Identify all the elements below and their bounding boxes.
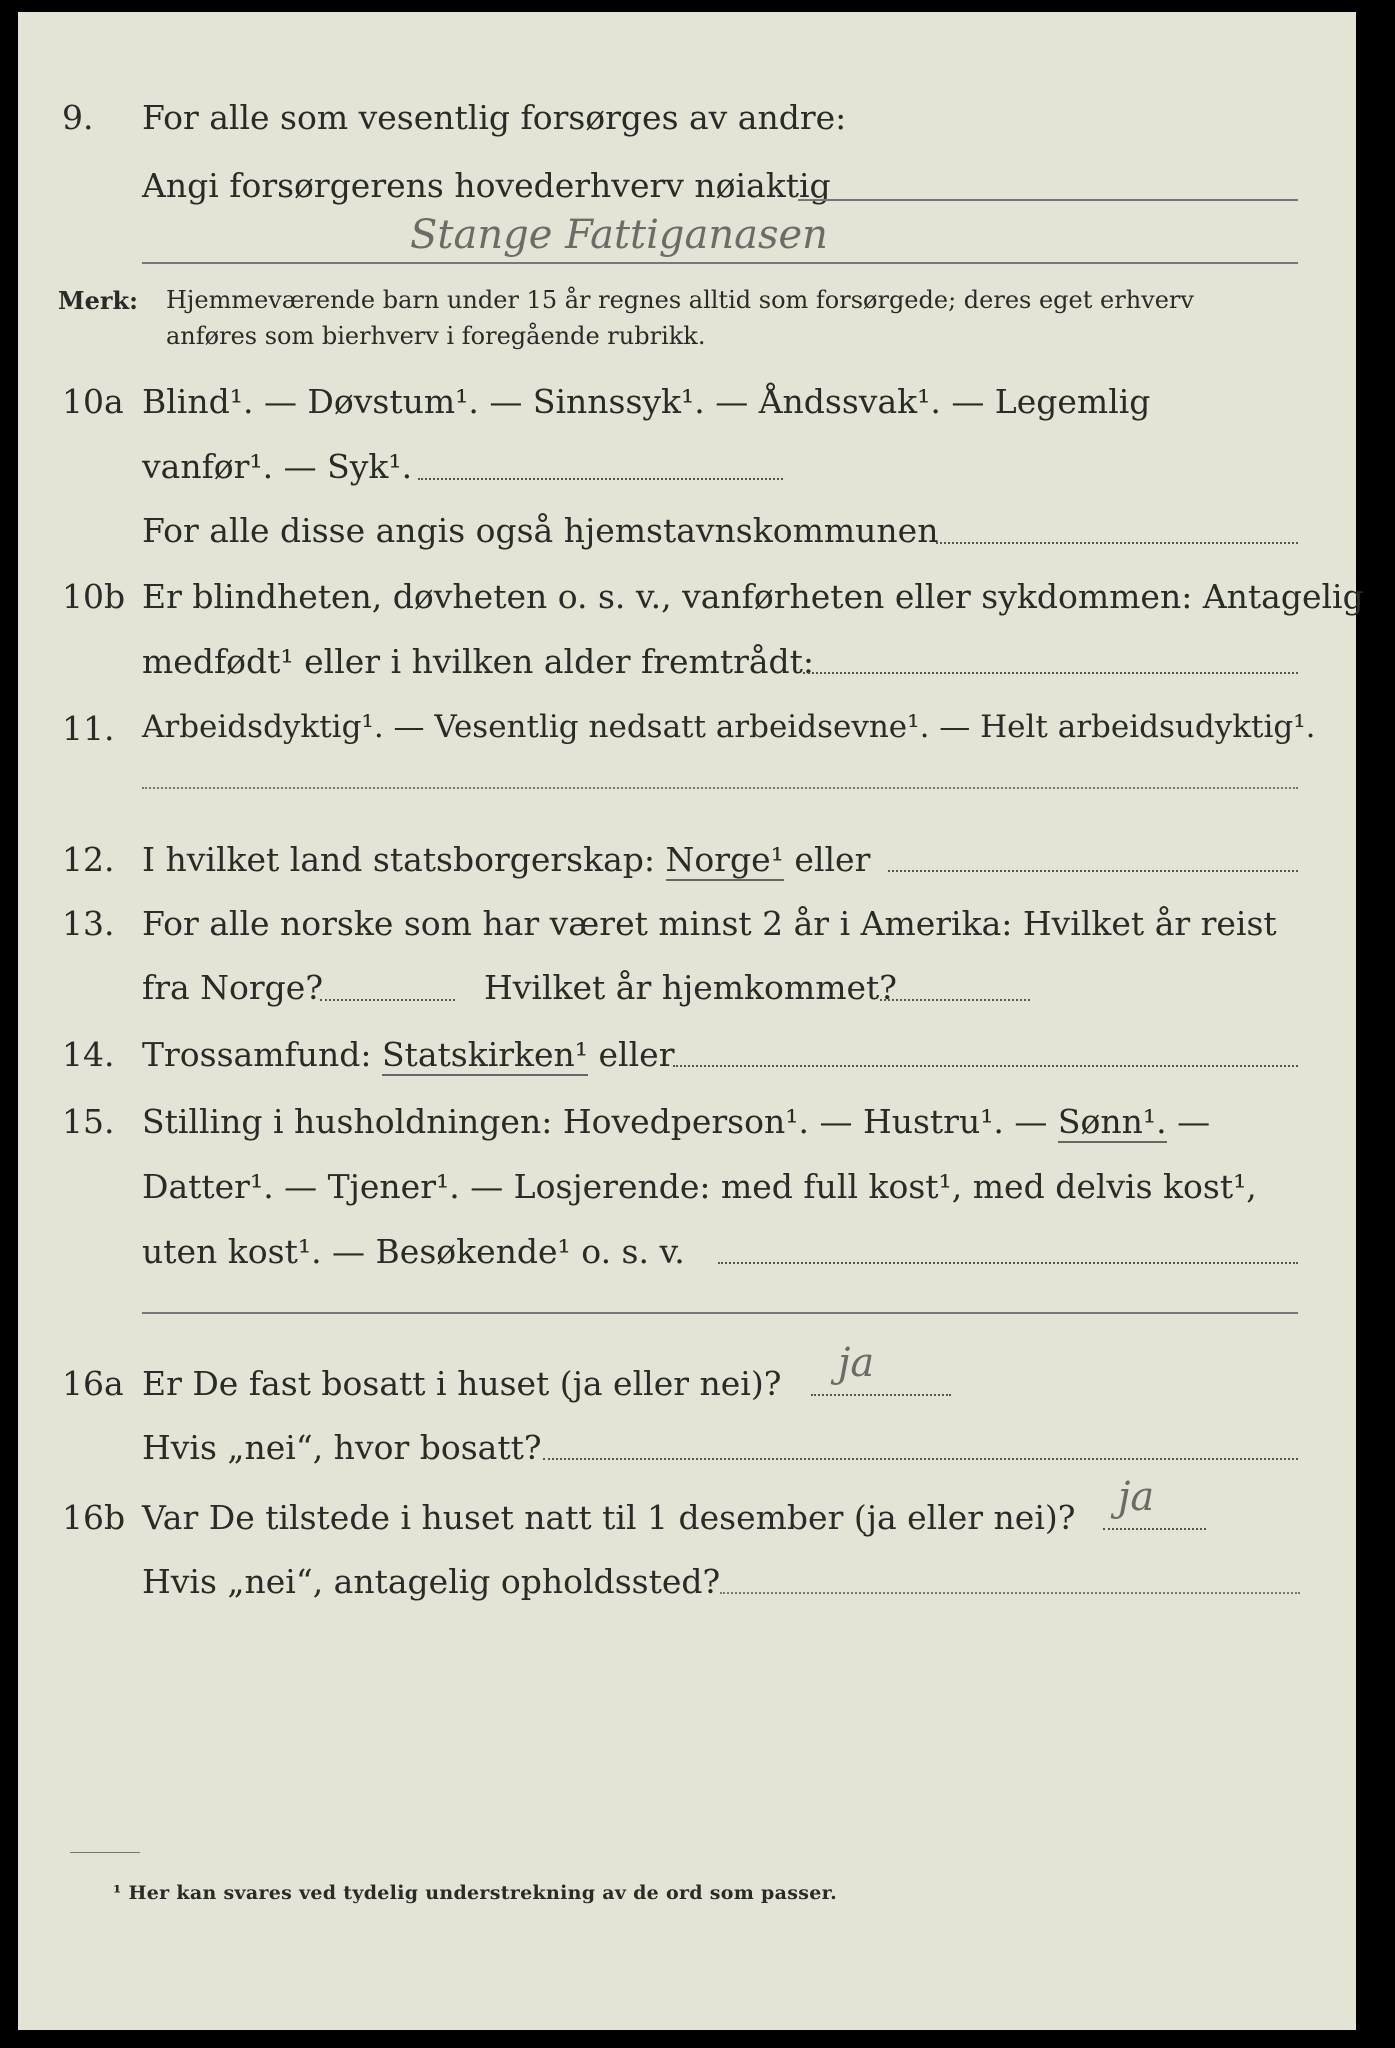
q10a-line2: vanfør¹. — Syk¹.	[142, 447, 413, 486]
q15-number: 15.	[62, 1102, 115, 1141]
q16b-opholdssted-line	[720, 1592, 1300, 1594]
q9-answer-line2	[142, 262, 1298, 264]
q10b-line2: medfødt¹ eller i hvilken alder fremtrådt:	[142, 642, 815, 681]
q15-line1	[142, 1102, 1210, 1141]
q9-answer-line	[798, 199, 1298, 201]
q15-line1-prefix: Stilling i husholdningen: Hovedperson¹. — Hustru¹. —	[142, 1102, 1048, 1141]
merk-label: Merk:	[58, 286, 138, 315]
q10a-number: 10a	[62, 382, 124, 421]
q16a-line2: Hvis „nei“, hvor bosatt?	[142, 1428, 542, 1467]
q16a-line1: Er De fast bosatt i huset (ja eller nei)?	[142, 1364, 782, 1403]
q12-answer-line	[888, 870, 1298, 872]
q16b-number: 16b	[62, 1498, 126, 1537]
q12-prefix: I hvilket land statsborgerskap:	[142, 840, 656, 879]
q14-suffix: eller	[598, 1035, 675, 1074]
q10b-answer-line	[803, 672, 1298, 674]
q16b-answer-line	[1103, 1528, 1206, 1530]
q16a-number: 16a	[62, 1364, 124, 1403]
q15-answer-line2	[142, 1312, 1298, 1314]
q12-suffix: eller	[794, 840, 871, 879]
q13-line2a: fra Norge?	[142, 968, 324, 1007]
q14-prefix: Trossamfund:	[142, 1035, 372, 1074]
merk-line1: Hjemmeværende barn under 15 år regnes alltid som forsørgede; deres eget erhverv	[166, 286, 1194, 314]
q13-line2b: Hvilket år hjemkommet?	[484, 968, 897, 1007]
q13-number: 13.	[62, 904, 115, 943]
q9-line2: Angi forsørgerens hovederhverv nøiaktig	[142, 166, 831, 205]
q13-reist-line	[320, 999, 455, 1001]
q14-statskirken-underlined: Statskirken¹	[381, 1035, 589, 1074]
q15-answer-line	[718, 1262, 1298, 1264]
q16b-line2: Hvis „nei“, antagelig opholdssted?	[142, 1562, 721, 1601]
census-form-page	[18, 12, 1364, 2030]
q10a-line1: Blind¹. — Døvstum¹. — Sinnssyk¹. — Åndssvak¹. — Legemlig	[142, 382, 1151, 421]
q12-line	[142, 840, 870, 879]
q10b-number: 10b	[62, 577, 126, 616]
q14-answer-line	[673, 1065, 1298, 1067]
q11-number: 11.	[62, 709, 115, 748]
q10b-line1: Er blindheten, døvheten o. s. v., vanførheten eller sykdommen: Antagelig	[142, 577, 1364, 616]
q15-line3: uten kost¹. — Besøkende¹ o. s. v.	[142, 1232, 685, 1271]
footnote-rule	[70, 1852, 140, 1853]
q15-line1-suffix: —	[1177, 1102, 1211, 1141]
q16b-handwritten-answer: ja	[1118, 1474, 1155, 1520]
q10a-syk-line	[418, 478, 783, 480]
q11-answer-line	[142, 787, 1298, 789]
q16a-handwritten-answer: ja	[838, 1340, 875, 1386]
q16a-answer-line	[811, 1394, 951, 1396]
footnote: ¹ Her kan svares ved tydelig understrekning av de ord som passer.	[113, 1882, 838, 1904]
q10a-line3: For alle disse angis også hjemstavnskommunen	[142, 511, 939, 550]
q9-handwritten-answer: Stange Fattiganasen	[410, 212, 828, 258]
q13-hjemkommet-line	[880, 999, 1030, 1001]
merk-line2: anføres som bierhverv i foregående rubrikk.	[166, 322, 706, 350]
q9-line1: For alle som vesentlig forsørges av andre:	[142, 98, 847, 137]
q14-line	[142, 1035, 674, 1074]
q16b-line1: Var De tilstede i huset natt til 1 desember (ja eller nei)?	[142, 1498, 1076, 1537]
q12-number: 12.	[62, 840, 115, 879]
q12-norge-underlined: Norge¹	[665, 840, 784, 879]
q11-line1: Arbeidsdyktig¹. — Vesentlig nedsatt arbeidsevne¹. — Helt arbeidsudyktig¹.	[142, 709, 1316, 745]
q16a-bosatt-line	[543, 1458, 1298, 1460]
q13-line1: For alle norske som har været minst 2 år i Amerika: Hvilket år reist	[142, 904, 1277, 943]
q10a-kommune-line	[936, 542, 1298, 544]
q15-line2: Datter¹. — Tjener¹. — Losjerende: med full kost¹, med delvis kost¹,	[142, 1167, 1257, 1206]
q9-number: 9.	[62, 98, 94, 137]
q15-sonn-underlined: Sønn¹.	[1057, 1102, 1167, 1141]
q14-number: 14.	[62, 1035, 115, 1074]
